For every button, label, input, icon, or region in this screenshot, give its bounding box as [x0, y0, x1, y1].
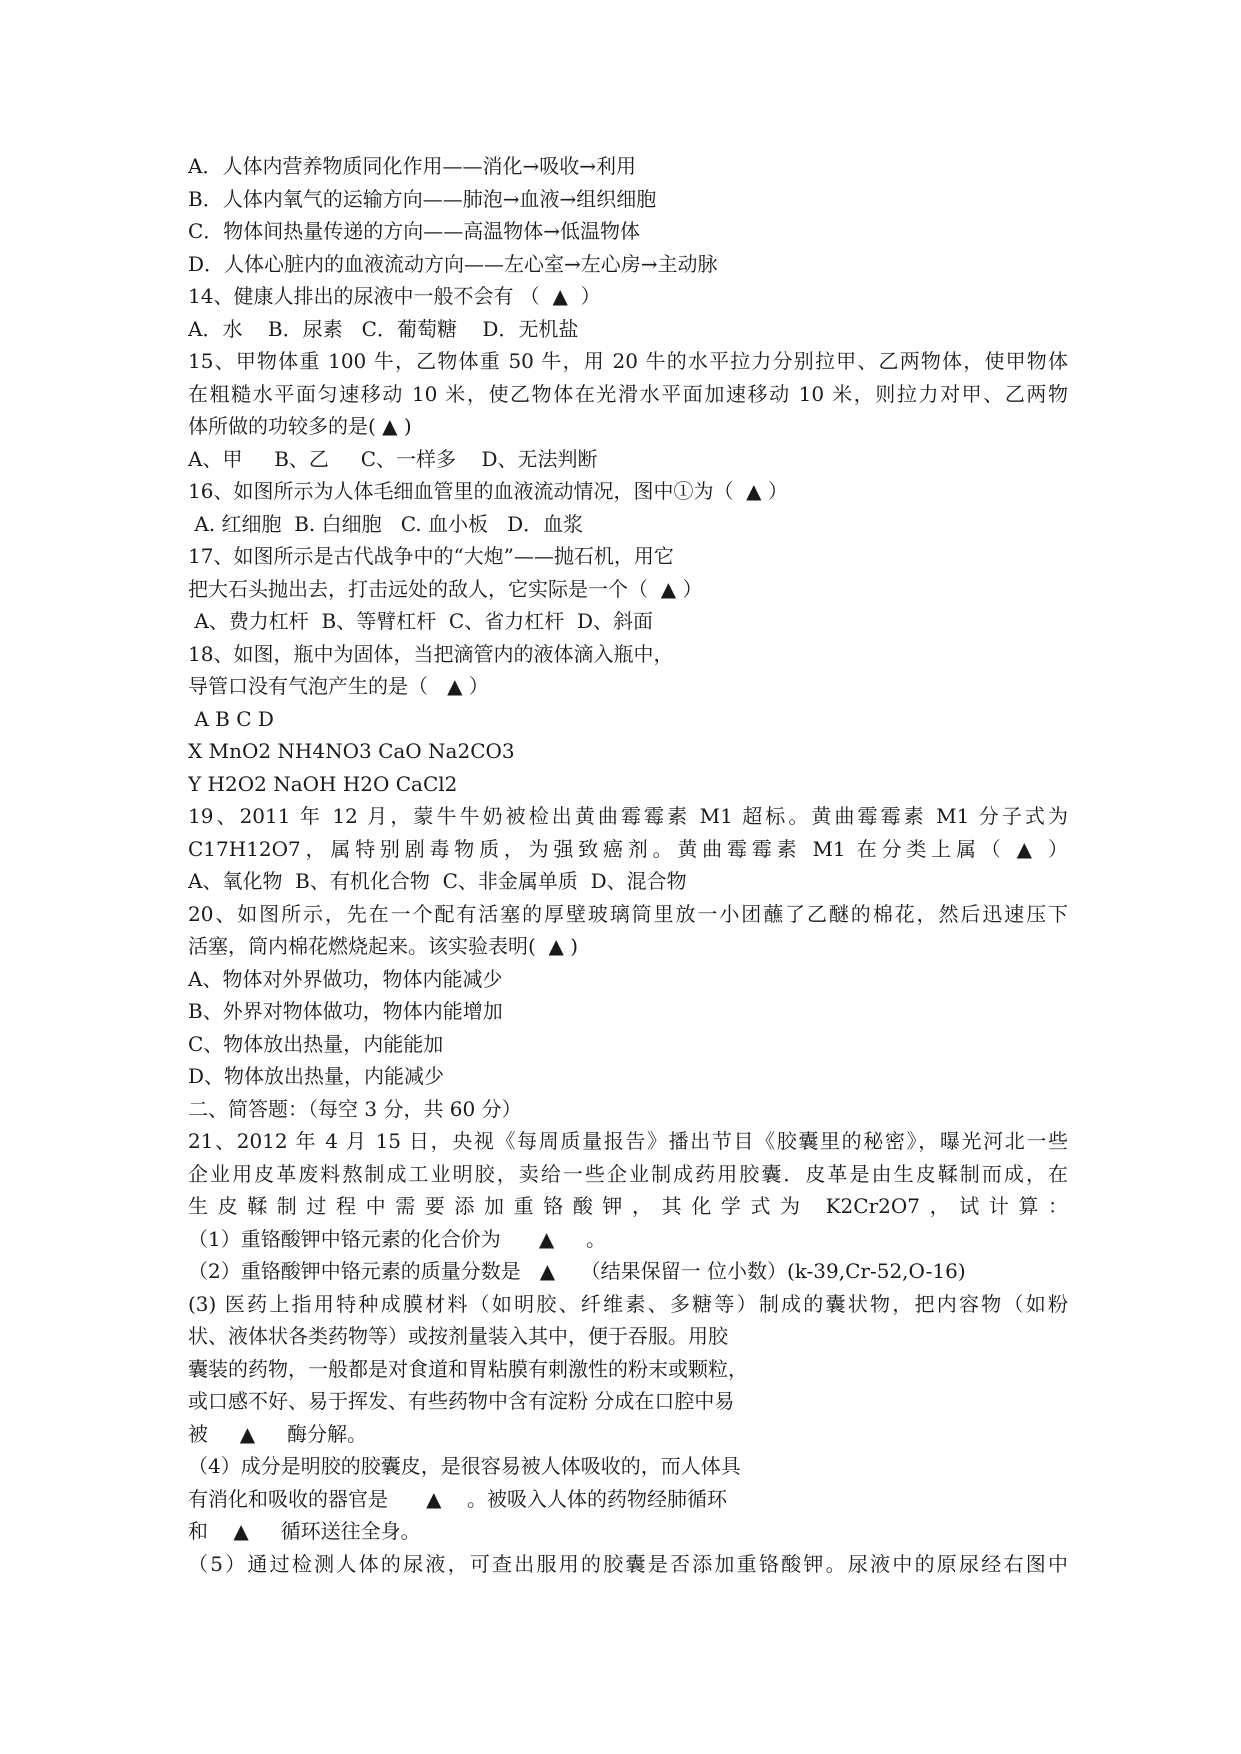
text-line: 企业用皮革废料熬制成工业明胶，卖给一些企业制成药用胶囊．皮革是由生皮鞣制而成，在 — [188, 1161, 1068, 1186]
text-line: D、物体放出热量，内能减少 — [188, 1064, 445, 1088]
text-line: 有消化和吸收的器官是 ▲ 。被吸入人体的药物经肺循环 — [188, 1486, 727, 1511]
text-line: 把大石头抛出去，打击远处的敌人，它实际是一个（ ▲ ） — [188, 576, 703, 601]
text-line: A B C D — [188, 706, 274, 731]
text-line: A、物体对外界做功，物体内能减少 — [188, 966, 503, 991]
text-line: 19、2011 年 12 月，蒙牛牛奶被检出黄曲霉霉素 M1 超标。黄曲霉霉素 M1 分子式为 — [188, 804, 1068, 828]
text-line: 18、如图，瓶中为固体，当把滴管内的液体滴入瓶中， — [188, 641, 674, 666]
text-line: （1）重铬酸钾中铬元素的化合价为 ▲ 。 — [188, 1226, 607, 1251]
document-page — [188, 150, 1068, 1580]
text-line: D．人体心脏内的血液流动方向——左心室→左心房→主动脉 — [188, 251, 718, 276]
text-line: （2）重铬酸钾中铬元素的质量分数是 ▲ （结果保留一 位小数）(k-39,Cr-52,O-16) — [188, 1259, 966, 1283]
text-line: 17、如图所示是古代战争中的“大炮”——抛石机，用它 — [188, 544, 674, 568]
text-line: C、物体放出热量，内能能加 — [188, 1031, 444, 1056]
text-line: 体所做的功较多的是( ▲ ) — [188, 414, 412, 438]
text-line: 和 ▲ 循环送往全身。 — [188, 1519, 421, 1543]
text-line: A. 红细胞 B. 白细胞 C. 血小板 D．血浆 — [188, 511, 584, 536]
text-line: Y H2O2 NaOH H2O CaCl2 — [188, 771, 458, 796]
text-line: 或口感不好、易于挥发、有些药物中含有淀粉 分成在口腔中易 — [188, 1389, 735, 1413]
text-line: 16、如图所示为人体毛细血管里的血液流动情况，图中①为（ ▲ ） — [188, 479, 788, 503]
text-line: A、费力杠杆 B、等臂杠杆 C、省力杠杆 D、斜面 — [188, 609, 653, 633]
text-line: 生皮鞣制过程中需要添加重铬酸钾，其化学式为 K2Cr2O7，试计算： — [188, 1194, 1068, 1218]
text-line: 导管口没有气泡产生的是（ ▲ ） — [188, 674, 489, 698]
text-line: 活塞，筒内棉花燃烧起来。该实验表明( ▲ ) — [188, 934, 579, 958]
text-line: （5）通过检测人体的尿液，可查出服用的胶囊是否添加重铬酸钾。尿液中的原尿经右图中 — [188, 1551, 1068, 1576]
text-line: A．人体内营养物质同化作用——消化→吸收→利用 — [188, 154, 636, 178]
text-line: 在粗糙水平面匀速移动 10 米，使乙物体在光滑水平面加速移动 10 米，则拉力对甲、乙两物 — [188, 381, 1068, 406]
text-line: A、氧化物 B、有机化合物 C、非金属单质 D、混合物 — [188, 869, 687, 893]
text-line: 15、甲物体重 100 牛，乙物体重 50 牛，用 20 牛的水平拉力分别拉甲、乙两物体，使甲物体 — [188, 349, 1068, 373]
text-line: A、甲 B、乙 C、一样多 D、无法判断 — [188, 446, 598, 471]
text-line: B．人体内氧气的运输方向——肺泡→血液→组织细胞 — [188, 186, 657, 211]
text-line: 囊装的药物，一般都是对食道和胃粘膜有刺激性的粉末或颗粒， — [188, 1356, 748, 1381]
text-line: B、外界对物体做功，物体内能增加 — [188, 999, 503, 1023]
text-line: C．物体间热量传递的方向——高温物体→低温物体 — [188, 219, 641, 243]
text-line: （4）成分是明胶的胶囊皮，是很容易被人体吸收的，而人体具 — [188, 1454, 741, 1478]
text-line: 21、2012 年 4 月 15 日，央视《每周质量报告》播出节目《胶囊里的秘密》，曝光河北一些 — [188, 1129, 1068, 1153]
text-line: 被 ▲ 酶分解。 — [188, 1421, 367, 1446]
text-line: 二、简答题：（每空 3 分，共 60 分） — [188, 1096, 522, 1121]
text-line: 20、如图所示，先在一个配有活塞的厚壁玻璃筒里放一小团蘸了乙醚的棉花，然后迅速压下 — [188, 901, 1068, 926]
text-line: X MnO2 NH4NO3 CaO Na2CO3 — [188, 739, 515, 763]
text-line: 14、健康人排出的尿液中一般不会有 （ ▲ ） — [188, 284, 601, 308]
text-line: (3) 医药上指用特种成膜材料（如明胶、纤维素、多糖等）制成的囊状物，把内容物（如粉 — [188, 1291, 1068, 1316]
text-line: A．水 B．尿素 C．葡萄糖 D．无机盐 — [188, 316, 579, 341]
text-line: C17H12O7，属特别剧毒物质，为强致癌剂。黄曲霉霉素 M1 在分类上属（ ▲ ） — [188, 836, 1068, 861]
text-line: 状、液体状各类药物等）或按剂量装入其中，便于吞服。用胶 — [188, 1324, 728, 1348]
